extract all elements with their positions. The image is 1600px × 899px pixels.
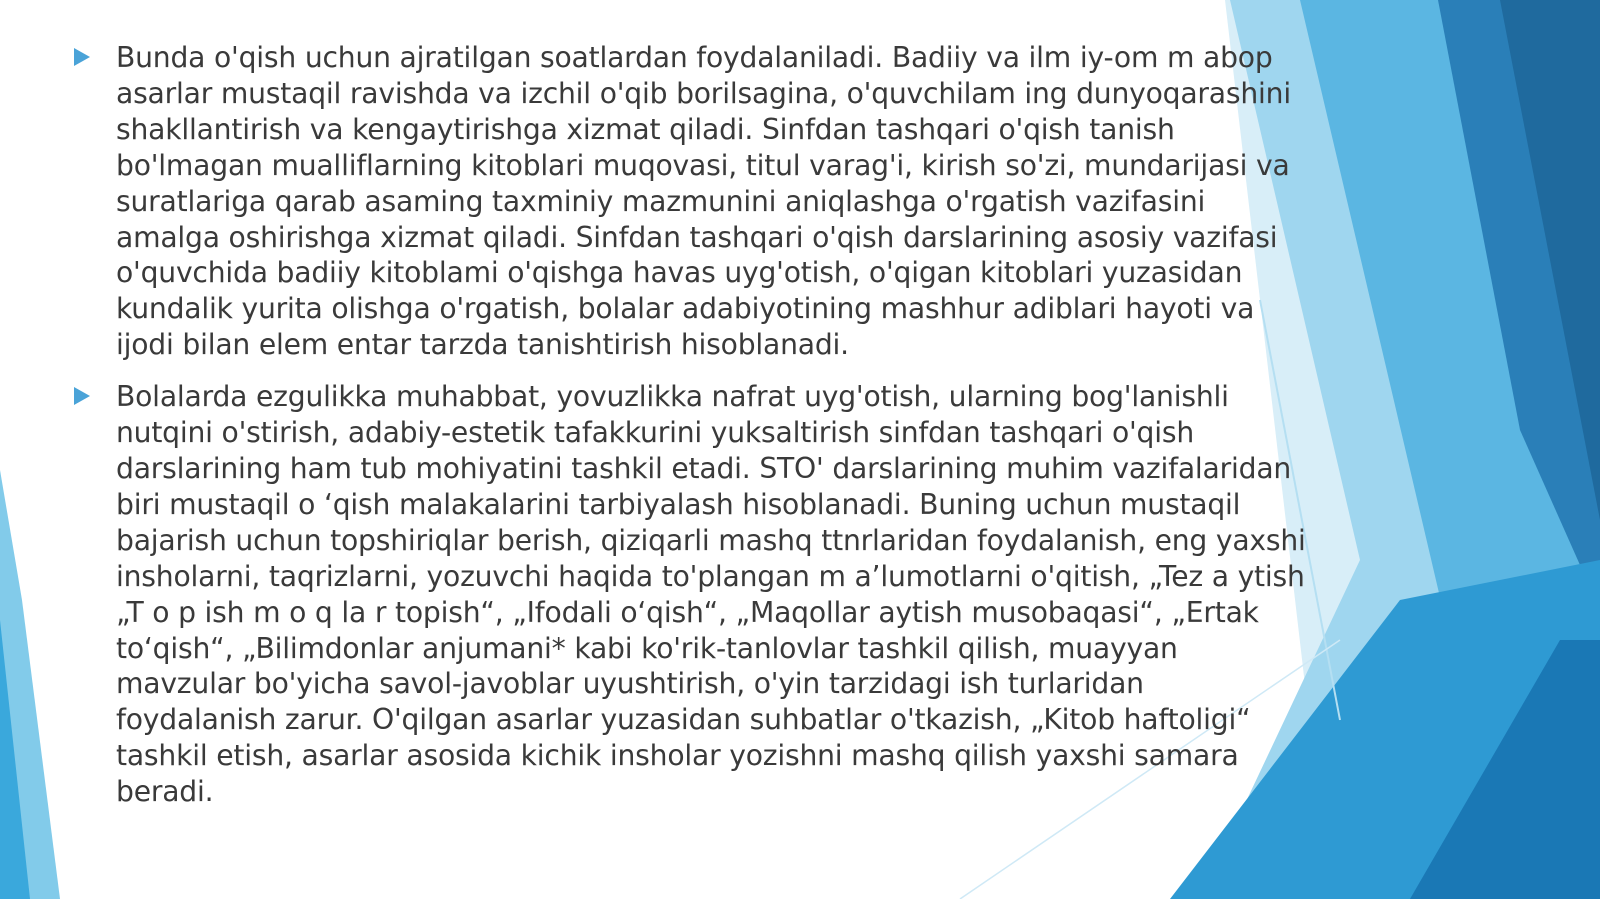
bullet-text: Bunda o'qish uchun ajratilgan soatlardan foydalaniladi. Badiiy va ilm iy-om m abop asarlar mustaqil ravishda va izchil o'qib borilsagina, o'quvchilam ing dunyoqarashini shakllantirish va kengaytirishga xizmat qiladi. Sinfdan tashqari o'qish tanish bo'lmagan mualliflarning kitoblari muqovasi, titul varag'i, kirish so'zi, mundarijasi va suratlariga qarab asaming taxminiy mazmunini aniqlashga o'rgatish vazifasini amalga oshirishga xizmat qiladi. Sinfdan tashqari o'qish darslarining asosiy vazifasi o'quvchida badiiy kitoblami o'qishga havas uyg'otish, o'qigan kitoblari yuzasidan kundalik yurita olishga o'rgatish, bolalar adabiyotining mashhur adiblari hayoti va ijodi bilan elem entar tarzda tanishtirish hisoblanadi.	[116, 41, 1291, 362]
triangle-bullet-icon	[72, 46, 92, 68]
slide-content	[66, 40, 1306, 826]
bullet-item	[66, 40, 1306, 363]
bullet-text: Bolalarda ezgulikka muhabbat, yovuzlikka nafrat uyg'otish, ularning bog'lanishli nutqini o'stirish, adabiy-estetik tafakkurini yuksaltirish sinfdan tashqari o'qish darslarining ham tub mohiyatini tashkil etadi. STO' darslarining muhim vazifalaridan biri mustaqil o ‘qish malakalarini tarbiyalash hisoblanadi. Buning uchun mustaqil bajarish uchun topshiriqlar berish, qiziqarli mashq ttnrlaridan foydalanish, eng yaxshi insholarni, taqrizlarni, yozuvchi haqida to'plangan m a’lumotlarni o'qitish, „Tez a ytish „T o p ish m o q la r topish“, „Ifodali o‘qish“, „Maqollar aytish musobaqasi“, „Ertak to‘qish“, „Bilimdonlar anjumani* kabi ko'rik-tanlovlar tashkil qilish, muayyan mavzular bo'yicha savol-javoblar uyushtirish, o'yin tarzidagi ish turlaridan foydalanish zarur. O'qilgan asarlar yuzasidan suhbatlar o'tkazish, „Kitob haftoligi“ tashkil etish, asarlar asosida kichik insholar yozishni mashq qilish yaxshi samara beradi.	[116, 380, 1306, 809]
bullet-item	[66, 379, 1306, 810]
triangle-bullet-icon	[72, 385, 92, 407]
